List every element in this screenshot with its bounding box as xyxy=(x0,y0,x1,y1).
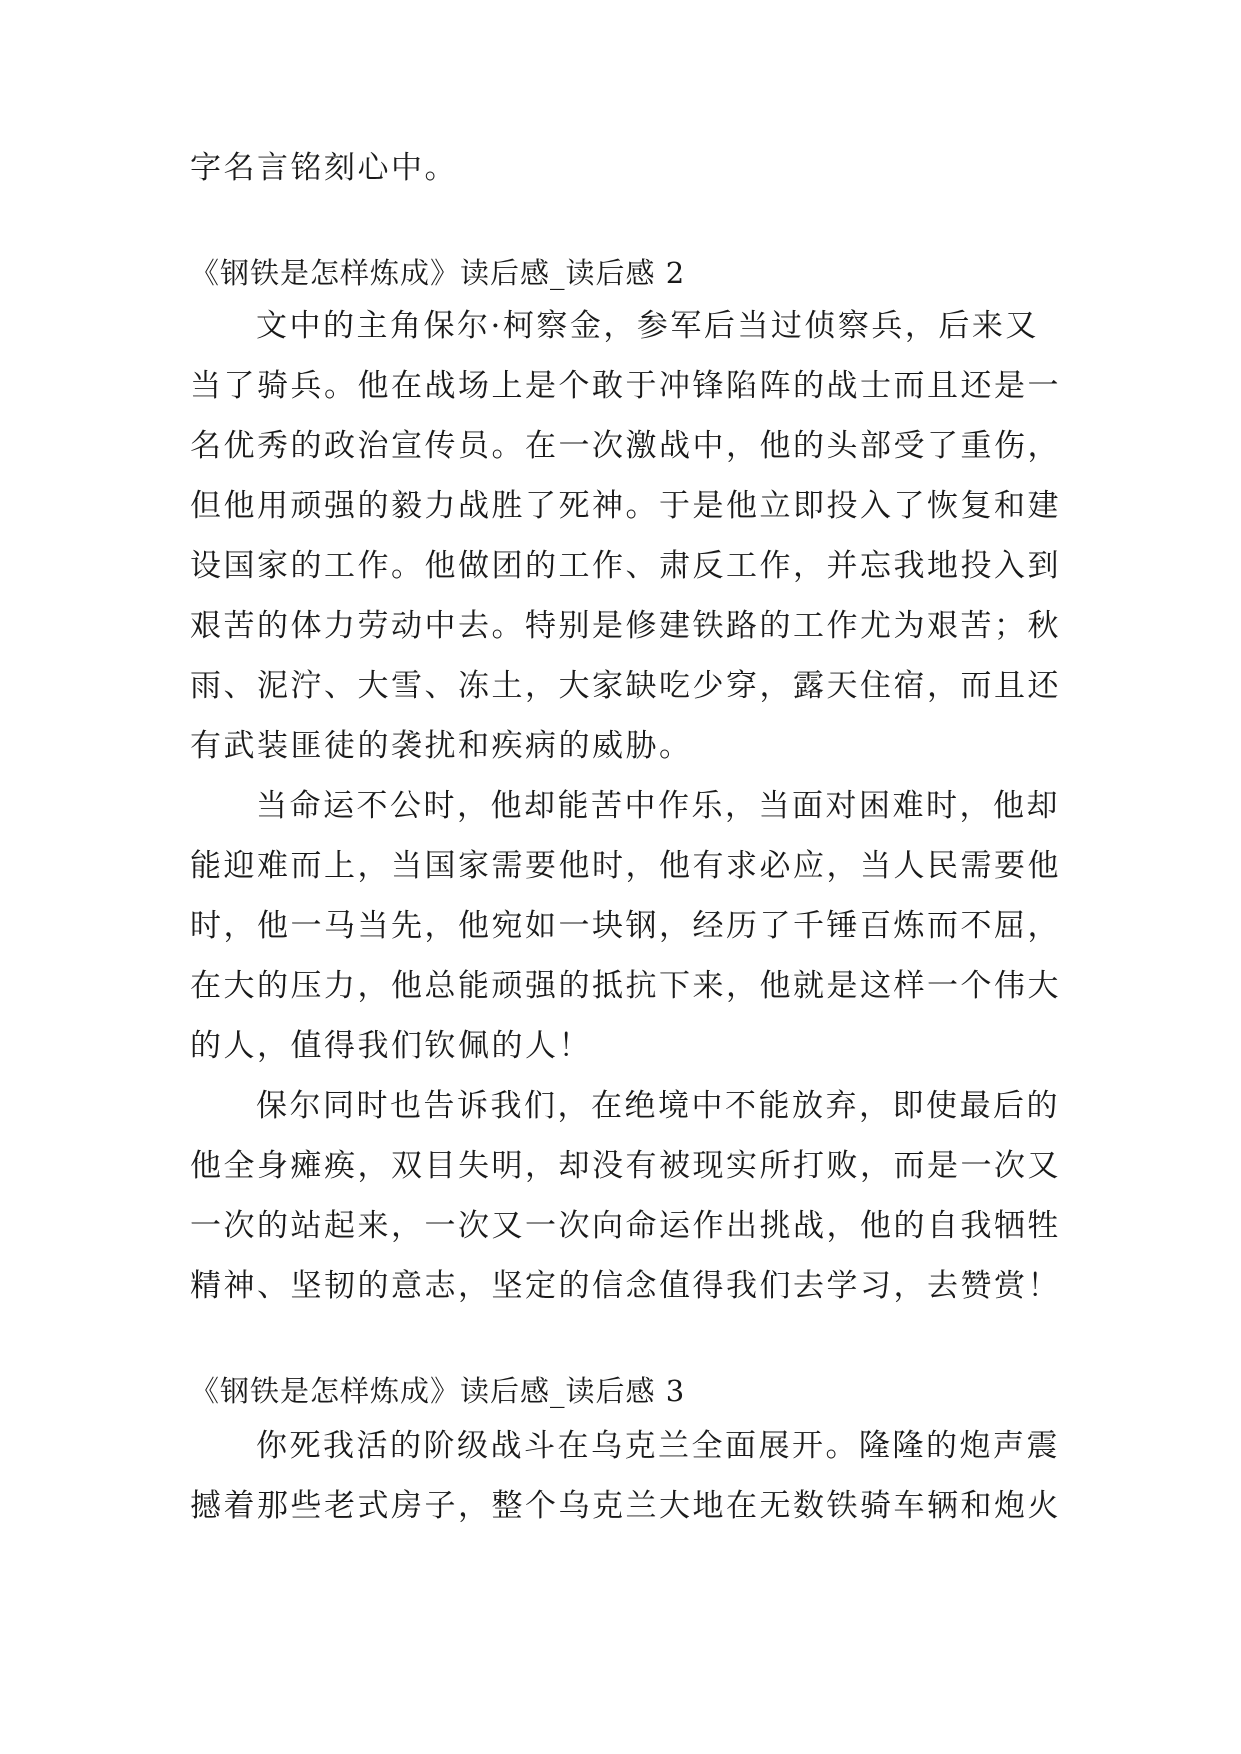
section-3-title: 《钢铁是怎样炼成》读后感_读后感 3 xyxy=(190,1374,686,1408)
paragraph-line: 在大的压力，他总能顽强的抵抗下来，他就是这样一个伟大 xyxy=(190,968,1061,1004)
section-2-title: 《钢铁是怎样炼成》读后感_读后感 2 xyxy=(190,256,686,290)
paragraph-line: 精神、坚韧的意志，坚定的信念值得我们去学习，去赞赏！ xyxy=(190,1268,1061,1304)
paragraph-line: 设国家的工作。他做团的工作、肃反工作，并忘我地投入到 xyxy=(190,548,1061,584)
paragraph-line: 雨、泥泞、大雪、冻土，大家缺吃少穿，露天住宿，而且还 xyxy=(190,668,1061,704)
paragraph-line: 有武装匪徒的袭扰和疾病的威胁。 xyxy=(190,728,693,764)
paragraph-line: 你死我活的阶级战斗在乌克兰全面展开。隆隆的炮声震 xyxy=(256,1428,1060,1464)
paragraph-line: 但他用顽强的毅力战胜了死神。于是他立即投入了恢复和建 xyxy=(190,488,1061,524)
paragraph-line: 能迎难而上，当国家需要他时，他有求必应，当人民需要他 xyxy=(190,848,1061,884)
paragraph-line: 的人，值得我们钦佩的人！ xyxy=(190,1028,592,1064)
paragraph-line: 文中的主角保尔·柯察金，参军后当过侦察兵，后来又 xyxy=(256,308,1039,344)
paragraph-line: 他全身瘫痪，双目失明，却没有被现实所打败，而是一次又 xyxy=(190,1148,1061,1184)
paragraph-line: 时，他一马当先，他宛如一块钢，经历了千锤百炼而不屈， xyxy=(190,908,1061,944)
paragraph-line: 当了骑兵。他在战场上是个敢于冲锋陷阵的战士而且还是一 xyxy=(190,368,1061,404)
paragraph-line: 艰苦的体力劳动中去。特别是修建铁路的工作尤为艰苦；秋 xyxy=(190,608,1061,644)
intro-text-line: 字名言铭刻心中。 xyxy=(190,150,458,186)
paragraph-line: 撼着那些老式房子，整个乌克兰大地在无数铁骑车辆和炮火 xyxy=(190,1488,1061,1524)
paragraph-line: 当命运不公时，他却能苦中作乐，当面对困难时，他却 xyxy=(256,788,1060,824)
paragraph-line: 一次的站起来，一次又一次向命运作出挑战，他的自我牺牲 xyxy=(190,1208,1061,1244)
paragraph-line: 保尔同时也告诉我们，在绝境中不能放弃，即使最后的 xyxy=(256,1088,1060,1124)
paragraph-line: 名优秀的政治宣传员。在一次激战中，他的头部受了重伤， xyxy=(190,428,1061,464)
